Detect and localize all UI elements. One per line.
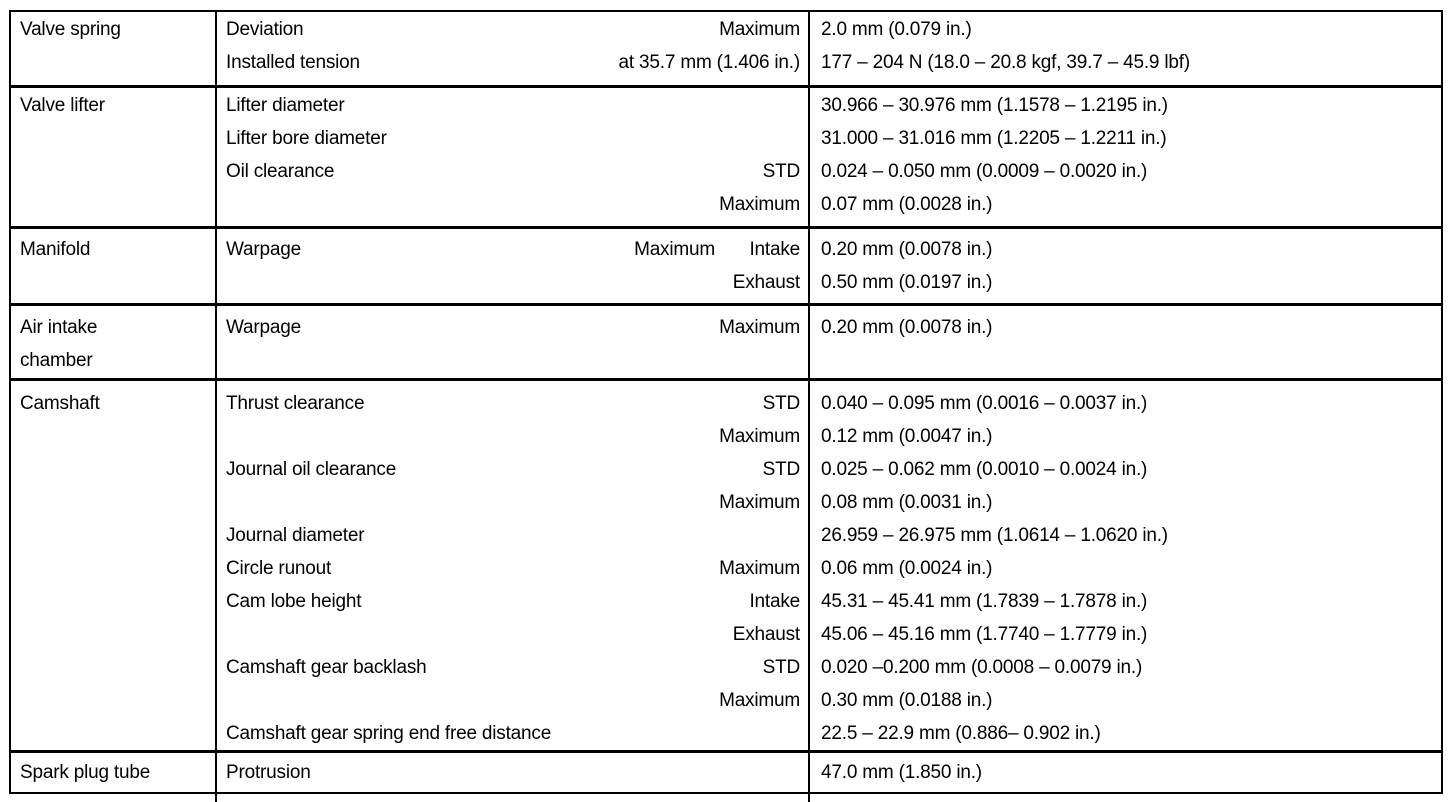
section-divider bbox=[9, 750, 1443, 753]
spec-item: Warpage bbox=[226, 317, 301, 338]
spec-item: Journal diameter bbox=[226, 525, 365, 546]
spec-value: 0.024 – 0.050 mm (0.0009 – 0.0020 in.) bbox=[821, 161, 1148, 182]
spec-item: Circle runout bbox=[226, 558, 332, 579]
section-divider bbox=[9, 226, 1443, 229]
component-name: Valve lifter bbox=[20, 95, 105, 116]
spec-value: 22.5 – 22.9 mm (0.886– 0.902 in.) bbox=[821, 723, 1101, 744]
spec-condition: Maximum bbox=[719, 317, 800, 338]
spec-item: Cam lobe height bbox=[226, 591, 362, 612]
spec-condition: STD bbox=[762, 393, 800, 414]
spec-value: 31.000 – 31.016 mm (1.2205 – 1.2211 in.) bbox=[821, 128, 1167, 149]
spec-item: Protrusion bbox=[226, 762, 311, 783]
spec-condition: Exhaust bbox=[732, 624, 800, 645]
spec-condition: Maximum bbox=[719, 19, 800, 40]
spec-item: Journal oil clearance bbox=[226, 459, 397, 480]
spec-item: Installed tension bbox=[226, 52, 360, 73]
component-name: Spark plug tube bbox=[20, 762, 151, 783]
spec-condition: Maximum bbox=[719, 558, 800, 579]
spec-value: 0.08 mm (0.0031 in.) bbox=[821, 492, 993, 513]
spec-value: 30.966 – 30.976 mm (1.1578 – 1.2195 in.) bbox=[821, 95, 1168, 116]
spec-condition: STD bbox=[762, 161, 800, 182]
spec-value: 0.12 mm (0.0047 in.) bbox=[821, 426, 993, 447]
table-bottom-border-left bbox=[9, 792, 215, 794]
section-divider bbox=[9, 378, 1443, 381]
table-bottom-border-mid bbox=[215, 792, 808, 794]
spec-value: 0.025 – 0.062 mm (0.0010 – 0.0024 in.) bbox=[821, 459, 1148, 480]
spec-value: 0.20 mm (0.0078 in.) bbox=[821, 239, 993, 260]
spec-value: 0.07 mm (0.0028 in.) bbox=[821, 194, 993, 215]
component-name: Valve spring bbox=[20, 19, 121, 40]
spec-condition: Maximum bbox=[719, 194, 800, 215]
spec-value: 0.020 –0.200 mm (0.0008 – 0.0079 in.) bbox=[821, 657, 1143, 678]
spec-item: Lifter diameter bbox=[226, 95, 345, 116]
spec-condition: Exhaust bbox=[732, 272, 800, 293]
spec-condition: Maximum bbox=[719, 690, 800, 711]
spec-value: 47.0 mm (1.850 in.) bbox=[821, 762, 982, 783]
section-divider bbox=[9, 85, 1443, 88]
component-name: Camshaft bbox=[20, 393, 100, 414]
spec-item: Oil clearance bbox=[226, 161, 335, 182]
spec-value: 0.040 – 0.095 mm (0.0016 – 0.0037 in.) bbox=[821, 393, 1148, 414]
spec-item: Camshaft gear spring end free distance bbox=[226, 723, 552, 744]
spec-condition: Maximum bbox=[634, 239, 715, 260]
spec-value: 45.31 – 45.41 mm (1.7839 – 1.7878 in.) bbox=[821, 591, 1148, 612]
spec-condition: Maximum bbox=[719, 492, 800, 513]
spec-condition: STD bbox=[762, 657, 800, 678]
spec-value: 0.30 mm (0.0188 in.) bbox=[821, 690, 993, 711]
component-name: Manifold bbox=[20, 239, 91, 260]
spec-condition: Maximum bbox=[719, 426, 800, 447]
spec-condition: Intake bbox=[749, 239, 800, 260]
spec-value: 0.50 mm (0.0197 in.) bbox=[821, 272, 993, 293]
component-name: chamber bbox=[20, 350, 93, 371]
table-top-border bbox=[9, 10, 1443, 12]
spec-item: Lifter bore diameter bbox=[226, 128, 387, 149]
spec-condition: at 35.7 mm (1.406 in.) bbox=[618, 52, 800, 73]
spec-item: Warpage bbox=[226, 239, 301, 260]
spec-item: Deviation bbox=[226, 19, 304, 40]
spec-value: 2.0 mm (0.079 in.) bbox=[821, 19, 972, 40]
spec-item: Camshaft gear backlash bbox=[226, 657, 427, 678]
spec-value: 0.06 mm (0.0024 in.) bbox=[821, 558, 993, 579]
spec-value: 0.20 mm (0.0078 in.) bbox=[821, 317, 993, 338]
spec-condition: Intake bbox=[749, 591, 800, 612]
column-divider-value bbox=[808, 10, 810, 802]
spec-value: 26.959 – 26.975 mm (1.0614 – 1.0620 in.) bbox=[821, 525, 1168, 546]
spec-value: 177 – 204 N (18.0 – 20.8 kgf, 39.7 – 45.9 lbf) bbox=[821, 52, 1190, 73]
spec-condition: STD bbox=[762, 459, 800, 480]
component-name: Air intake bbox=[20, 317, 98, 338]
table-right-border bbox=[1441, 10, 1443, 792]
table-bottom-border-right bbox=[808, 792, 1443, 794]
spec-value: 45.06 – 45.16 mm (1.7740 – 1.7779 in.) bbox=[821, 624, 1148, 645]
table-left-border bbox=[9, 10, 11, 792]
section-divider bbox=[9, 303, 1443, 306]
column-divider-component bbox=[215, 10, 217, 802]
spec-item: Thrust clearance bbox=[226, 393, 365, 414]
